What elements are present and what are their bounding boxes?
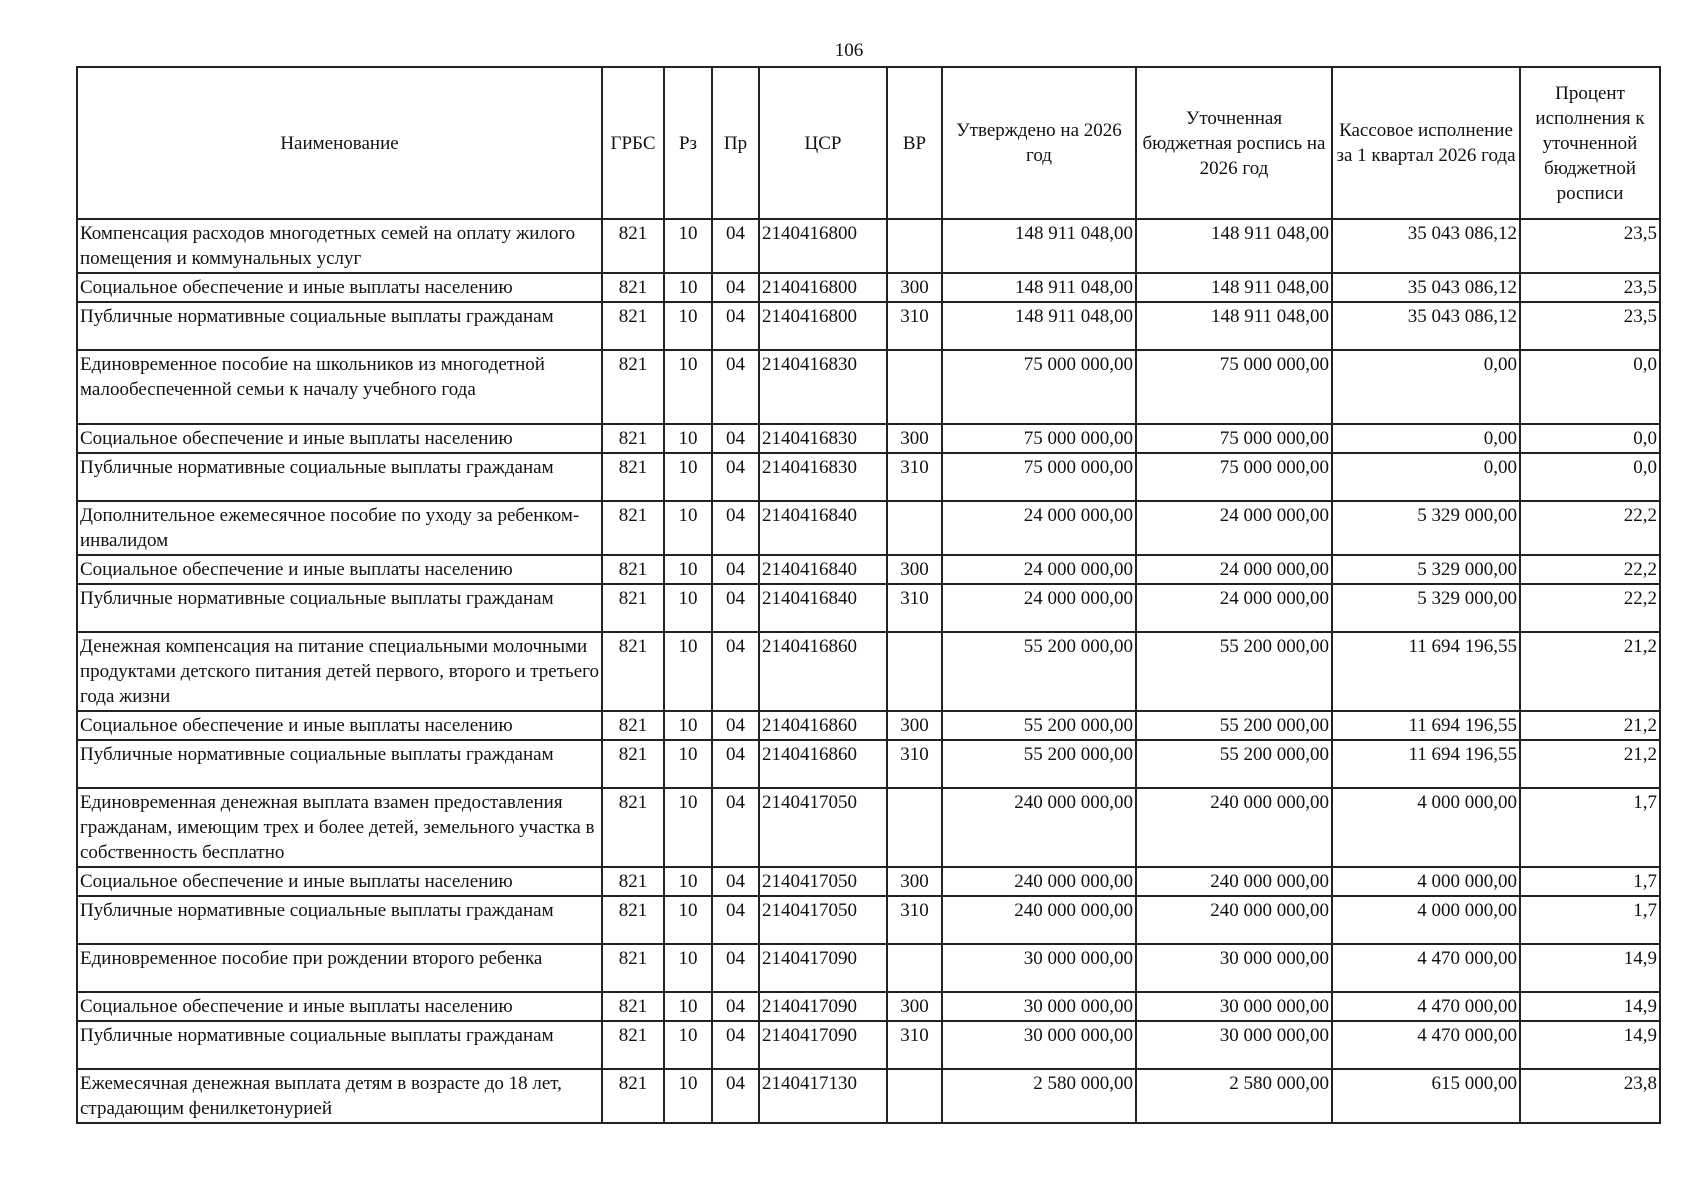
cell-name: Публичные нормативные социальные выплаты гражданам bbox=[77, 896, 602, 944]
cell-name: Публичные нормативные социальные выплаты гражданам bbox=[77, 1021, 602, 1069]
cell-rz: 10 bbox=[664, 1021, 712, 1069]
cell-approved: 148 911 048,00 bbox=[942, 302, 1136, 350]
cell-csr: 2140417090 bbox=[759, 1021, 887, 1069]
cell-grbs: 821 bbox=[602, 896, 664, 944]
cell-name: Социальное обеспечение и иные выплаты населению bbox=[77, 273, 602, 302]
cell-approved: 55 200 000,00 bbox=[942, 711, 1136, 740]
cell-refined: 240 000 000,00 bbox=[1136, 896, 1332, 944]
cell-cash: 5 329 000,00 bbox=[1332, 555, 1520, 584]
cell-vr bbox=[887, 501, 942, 555]
cell-cash: 4 470 000,00 bbox=[1332, 944, 1520, 992]
cell-vr bbox=[887, 788, 942, 867]
cell-grbs: 821 bbox=[602, 584, 664, 632]
table-row bbox=[77, 896, 1660, 944]
page-number: 106 bbox=[834, 40, 864, 61]
header-grbs: ГРБС bbox=[602, 67, 664, 219]
cell-pr: 04 bbox=[712, 555, 759, 584]
cell-percent: 23,5 bbox=[1520, 219, 1660, 273]
cell-percent: 0,0 bbox=[1520, 350, 1660, 424]
cell-percent: 1,7 bbox=[1520, 896, 1660, 944]
cell-refined: 30 000 000,00 bbox=[1136, 992, 1332, 1021]
cell-refined: 55 200 000,00 bbox=[1136, 740, 1332, 788]
cell-csr: 2140416840 bbox=[759, 501, 887, 555]
cell-refined: 55 200 000,00 bbox=[1136, 632, 1332, 711]
cell-vr: 300 bbox=[887, 867, 942, 896]
cell-cash: 4 000 000,00 bbox=[1332, 867, 1520, 896]
cell-approved: 24 000 000,00 bbox=[942, 501, 1136, 555]
cell-cash: 35 043 086,12 bbox=[1332, 273, 1520, 302]
cell-pr: 04 bbox=[712, 740, 759, 788]
cell-vr: 310 bbox=[887, 453, 942, 501]
cell-percent: 14,9 bbox=[1520, 1021, 1660, 1069]
cell-percent: 23,5 bbox=[1520, 302, 1660, 350]
cell-grbs: 821 bbox=[602, 350, 664, 424]
cell-pr: 04 bbox=[712, 944, 759, 992]
cell-pr: 04 bbox=[712, 584, 759, 632]
cell-pr: 04 bbox=[712, 1069, 759, 1123]
cell-vr bbox=[887, 944, 942, 992]
table-row bbox=[77, 711, 1660, 740]
cell-name: Денежная компенсация на питание специальными молочными продуктами детского питания детей первого, второго и третьего года жизни bbox=[77, 632, 602, 711]
cell-grbs: 821 bbox=[602, 944, 664, 992]
cell-name: Единовременное пособие на школьников из многодетной малообеспеченной семьи к началу учебного года bbox=[77, 350, 602, 424]
cell-rz: 10 bbox=[664, 632, 712, 711]
cell-pr: 04 bbox=[712, 867, 759, 896]
cell-csr: 2140416860 bbox=[759, 632, 887, 711]
cell-approved: 30 000 000,00 bbox=[942, 992, 1136, 1021]
table-row bbox=[77, 555, 1660, 584]
table-header-row bbox=[77, 67, 1660, 219]
cell-rz: 10 bbox=[664, 788, 712, 867]
cell-pr: 04 bbox=[712, 711, 759, 740]
cell-grbs: 821 bbox=[602, 219, 664, 273]
header-refined: Уточненная бюджетная роспись на 2026 год bbox=[1136, 67, 1332, 219]
cell-vr: 300 bbox=[887, 273, 942, 302]
cell-grbs: 821 bbox=[602, 501, 664, 555]
cell-pr: 04 bbox=[712, 1021, 759, 1069]
header-approved: Утверждено на 2026 год bbox=[942, 67, 1136, 219]
cell-refined: 24 000 000,00 bbox=[1136, 584, 1332, 632]
cell-cash: 4 470 000,00 bbox=[1332, 992, 1520, 1021]
cell-rz: 10 bbox=[664, 219, 712, 273]
cell-grbs: 821 bbox=[602, 711, 664, 740]
cell-rz: 10 bbox=[664, 350, 712, 424]
cell-name: Единовременное пособие при рождении второго ребенка bbox=[77, 944, 602, 992]
cell-grbs: 821 bbox=[602, 302, 664, 350]
cell-refined: 24 000 000,00 bbox=[1136, 501, 1332, 555]
cell-grbs: 821 bbox=[602, 1069, 664, 1123]
cell-rz: 10 bbox=[664, 992, 712, 1021]
cell-csr: 2140416840 bbox=[759, 584, 887, 632]
cell-pr: 04 bbox=[712, 788, 759, 867]
table-row bbox=[77, 501, 1660, 555]
cell-vr: 310 bbox=[887, 740, 942, 788]
cell-percent: 0,0 bbox=[1520, 453, 1660, 501]
cell-vr bbox=[887, 1069, 942, 1123]
cell-approved: 24 000 000,00 bbox=[942, 584, 1136, 632]
table-row bbox=[77, 867, 1660, 896]
cell-grbs: 821 bbox=[602, 867, 664, 896]
cell-csr: 2140416800 bbox=[759, 219, 887, 273]
cell-grbs: 821 bbox=[602, 992, 664, 1021]
cell-refined: 75 000 000,00 bbox=[1136, 424, 1332, 453]
cell-name: Компенсация расходов многодетных семей на оплату жилого помещения и коммунальных услуг bbox=[77, 219, 602, 273]
cell-vr: 300 bbox=[887, 711, 942, 740]
cell-approved: 2 580 000,00 bbox=[942, 1069, 1136, 1123]
cell-rz: 10 bbox=[664, 584, 712, 632]
cell-rz: 10 bbox=[664, 867, 712, 896]
table-row bbox=[77, 632, 1660, 711]
cell-cash: 0,00 bbox=[1332, 424, 1520, 453]
cell-refined: 24 000 000,00 bbox=[1136, 555, 1332, 584]
cell-percent: 23,5 bbox=[1520, 273, 1660, 302]
cell-csr: 2140416830 bbox=[759, 424, 887, 453]
table-row bbox=[77, 944, 1660, 992]
cell-csr: 2140417090 bbox=[759, 944, 887, 992]
cell-vr: 300 bbox=[887, 424, 942, 453]
cell-csr: 2140417090 bbox=[759, 992, 887, 1021]
cell-grbs: 821 bbox=[602, 632, 664, 711]
cell-refined: 240 000 000,00 bbox=[1136, 788, 1332, 867]
cell-refined: 55 200 000,00 bbox=[1136, 711, 1332, 740]
cell-rz: 10 bbox=[664, 740, 712, 788]
cell-refined: 2 580 000,00 bbox=[1136, 1069, 1332, 1123]
cell-percent: 1,7 bbox=[1520, 867, 1660, 896]
cell-approved: 24 000 000,00 bbox=[942, 555, 1136, 584]
cell-approved: 75 000 000,00 bbox=[942, 453, 1136, 501]
cell-rz: 10 bbox=[664, 273, 712, 302]
cell-grbs: 821 bbox=[602, 424, 664, 453]
cell-percent: 14,9 bbox=[1520, 944, 1660, 992]
cell-vr: 310 bbox=[887, 302, 942, 350]
table-row bbox=[77, 453, 1660, 501]
cell-cash: 35 043 086,12 bbox=[1332, 302, 1520, 350]
cell-rz: 10 bbox=[664, 302, 712, 350]
cell-approved: 240 000 000,00 bbox=[942, 788, 1136, 867]
cell-rz: 10 bbox=[664, 1069, 712, 1123]
cell-rz: 10 bbox=[664, 896, 712, 944]
cell-pr: 04 bbox=[712, 273, 759, 302]
cell-percent: 23,8 bbox=[1520, 1069, 1660, 1123]
cell-refined: 30 000 000,00 bbox=[1136, 1021, 1332, 1069]
cell-cash: 4 470 000,00 bbox=[1332, 1021, 1520, 1069]
cell-pr: 04 bbox=[712, 219, 759, 273]
cell-vr: 310 bbox=[887, 1021, 942, 1069]
table-row bbox=[77, 740, 1660, 788]
table-row bbox=[77, 302, 1660, 350]
cell-grbs: 821 bbox=[602, 740, 664, 788]
cell-pr: 04 bbox=[712, 453, 759, 501]
cell-csr: 2140417050 bbox=[759, 867, 887, 896]
cell-name: Социальное обеспечение и иные выплаты населению bbox=[77, 711, 602, 740]
cell-name: Публичные нормативные социальные выплаты гражданам bbox=[77, 302, 602, 350]
cell-vr bbox=[887, 350, 942, 424]
table-row bbox=[77, 992, 1660, 1021]
cell-cash: 11 694 196,55 bbox=[1332, 632, 1520, 711]
cell-rz: 10 bbox=[664, 555, 712, 584]
cell-csr: 2140416840 bbox=[759, 555, 887, 584]
header-rz: Рз bbox=[664, 67, 712, 219]
cell-percent: 22,2 bbox=[1520, 501, 1660, 555]
cell-rz: 10 bbox=[664, 501, 712, 555]
cell-name: Социальное обеспечение и иные выплаты населению bbox=[77, 424, 602, 453]
table-row bbox=[77, 788, 1660, 867]
cell-csr: 2140417050 bbox=[759, 788, 887, 867]
cell-pr: 04 bbox=[712, 350, 759, 424]
cell-approved: 148 911 048,00 bbox=[942, 273, 1136, 302]
cell-csr: 2140416830 bbox=[759, 453, 887, 501]
cell-approved: 240 000 000,00 bbox=[942, 867, 1136, 896]
table-row bbox=[77, 219, 1660, 273]
cell-refined: 148 911 048,00 bbox=[1136, 302, 1332, 350]
cell-cash: 4 000 000,00 bbox=[1332, 788, 1520, 867]
cell-refined: 30 000 000,00 bbox=[1136, 944, 1332, 992]
header-cash: Кассовое исполнение за 1 квартал 2026 года bbox=[1332, 67, 1520, 219]
header-csr: ЦСР bbox=[759, 67, 887, 219]
cell-pr: 04 bbox=[712, 896, 759, 944]
cell-vr: 300 bbox=[887, 555, 942, 584]
cell-approved: 75 000 000,00 bbox=[942, 350, 1136, 424]
cell-csr: 2140417130 bbox=[759, 1069, 887, 1123]
cell-name: Публичные нормативные социальные выплаты гражданам bbox=[77, 453, 602, 501]
cell-csr: 2140416830 bbox=[759, 350, 887, 424]
cell-csr: 2140416860 bbox=[759, 740, 887, 788]
cell-csr: 2140416800 bbox=[759, 273, 887, 302]
cell-vr: 310 bbox=[887, 896, 942, 944]
cell-cash: 11 694 196,55 bbox=[1332, 711, 1520, 740]
cell-cash: 5 329 000,00 bbox=[1332, 584, 1520, 632]
cell-percent: 21,2 bbox=[1520, 632, 1660, 711]
cell-name: Социальное обеспечение и иные выплаты населению bbox=[77, 555, 602, 584]
cell-name: Социальное обеспечение и иные выплаты населению bbox=[77, 867, 602, 896]
table-row bbox=[77, 273, 1660, 302]
cell-name: Социальное обеспечение и иные выплаты населению bbox=[77, 992, 602, 1021]
cell-cash: 615 000,00 bbox=[1332, 1069, 1520, 1123]
cell-pr: 04 bbox=[712, 992, 759, 1021]
cell-refined: 75 000 000,00 bbox=[1136, 350, 1332, 424]
cell-csr: 2140416860 bbox=[759, 711, 887, 740]
cell-pr: 04 bbox=[712, 501, 759, 555]
cell-percent: 1,7 bbox=[1520, 788, 1660, 867]
cell-pr: 04 bbox=[712, 302, 759, 350]
cell-name: Ежемесячная денежная выплата детям в возрасте до 18 лет, страдающим фенилкетонурией bbox=[77, 1069, 602, 1123]
cell-percent: 22,2 bbox=[1520, 555, 1660, 584]
cell-cash: 0,00 bbox=[1332, 350, 1520, 424]
table-row bbox=[77, 350, 1660, 424]
cell-percent: 0,0 bbox=[1520, 424, 1660, 453]
cell-vr: 310 bbox=[887, 584, 942, 632]
cell-grbs: 821 bbox=[602, 788, 664, 867]
cell-percent: 21,2 bbox=[1520, 711, 1660, 740]
cell-vr: 300 bbox=[887, 992, 942, 1021]
cell-csr: 2140417050 bbox=[759, 896, 887, 944]
cell-rz: 10 bbox=[664, 944, 712, 992]
header-vr: ВР bbox=[887, 67, 942, 219]
cell-approved: 240 000 000,00 bbox=[942, 896, 1136, 944]
cell-approved: 148 911 048,00 bbox=[942, 219, 1136, 273]
cell-approved: 30 000 000,00 bbox=[942, 944, 1136, 992]
cell-cash: 4 000 000,00 bbox=[1332, 896, 1520, 944]
cell-name: Дополнительное ежемесячное пособие по уходу за ребенком-инвалидом bbox=[77, 501, 602, 555]
table-row bbox=[77, 584, 1660, 632]
cell-pr: 04 bbox=[712, 424, 759, 453]
cell-approved: 55 200 000,00 bbox=[942, 632, 1136, 711]
cell-name: Публичные нормативные социальные выплаты гражданам bbox=[77, 740, 602, 788]
cell-rz: 10 bbox=[664, 453, 712, 501]
cell-csr: 2140416800 bbox=[759, 302, 887, 350]
cell-pr: 04 bbox=[712, 632, 759, 711]
cell-refined: 240 000 000,00 bbox=[1136, 867, 1332, 896]
cell-percent: 22,2 bbox=[1520, 584, 1660, 632]
table-row bbox=[77, 1069, 1660, 1123]
header-name: Наименование bbox=[77, 67, 602, 219]
cell-approved: 30 000 000,00 bbox=[942, 1021, 1136, 1069]
cell-rz: 10 bbox=[664, 711, 712, 740]
header-percent: Процент исполнения к уточненной бюджетной росписи bbox=[1520, 67, 1660, 219]
cell-cash: 11 694 196,55 bbox=[1332, 740, 1520, 788]
cell-rz: 10 bbox=[664, 424, 712, 453]
cell-name: Публичные нормативные социальные выплаты гражданам bbox=[77, 584, 602, 632]
cell-percent: 14,9 bbox=[1520, 992, 1660, 1021]
cell-grbs: 821 bbox=[602, 1021, 664, 1069]
cell-refined: 148 911 048,00 bbox=[1136, 273, 1332, 302]
cell-approved: 55 200 000,00 bbox=[942, 740, 1136, 788]
cell-approved: 75 000 000,00 bbox=[942, 424, 1136, 453]
cell-cash: 5 329 000,00 bbox=[1332, 501, 1520, 555]
cell-vr bbox=[887, 219, 942, 273]
cell-grbs: 821 bbox=[602, 273, 664, 302]
table-row bbox=[77, 424, 1660, 453]
cell-refined: 148 911 048,00 bbox=[1136, 219, 1332, 273]
cell-vr bbox=[887, 632, 942, 711]
cell-percent: 21,2 bbox=[1520, 740, 1660, 788]
cell-cash: 35 043 086,12 bbox=[1332, 219, 1520, 273]
budget-execution-table bbox=[76, 66, 1661, 1124]
table-row bbox=[77, 1021, 1660, 1069]
cell-grbs: 821 bbox=[602, 453, 664, 501]
cell-name: Единовременная денежная выплата взамен предоставления гражданам, имеющим трех и более детей, земельного участка в собственность бесплатно bbox=[77, 788, 602, 867]
cell-cash: 0,00 bbox=[1332, 453, 1520, 501]
cell-grbs: 821 bbox=[602, 555, 664, 584]
cell-refined: 75 000 000,00 bbox=[1136, 453, 1332, 501]
header-pr: Пр bbox=[712, 67, 759, 219]
